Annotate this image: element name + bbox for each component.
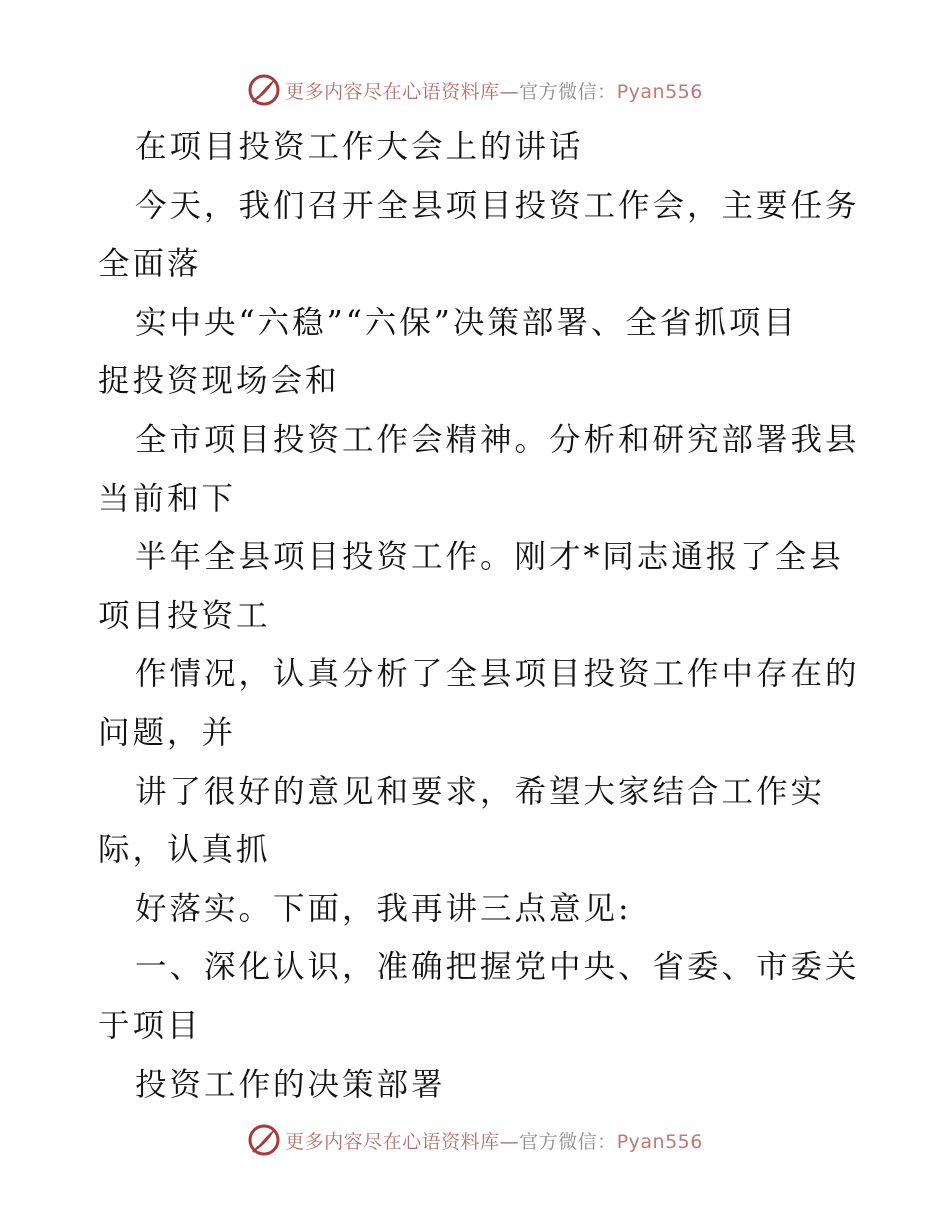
paragraph-line: 实中央“六稳”“六保”决策部署、全省抓项目 [135,304,798,341]
watermark-site-text: 更多内容尽在心语资料库 [285,1130,500,1153]
watermark-text [285,77,703,104]
paragraph-line: 全面落 [98,246,202,283]
footer-watermark [0,1120,950,1160]
paragraph-line: 项目投资工 [98,597,271,634]
paragraph-line: 投资工作的决策部署 [135,1066,446,1103]
watermark-wechat-label: 官方微信： [519,1130,617,1153]
watermark-wechat-id: Pyan556 [616,80,703,103]
paragraph-line: 捉投资现场会和 [98,363,340,400]
paragraph-line: 今天，我们召开全县项目投资工作会，主要任务 [135,187,860,224]
watermark-site-text: 更多内容尽在心语资料库 [285,80,500,103]
feather-logo-icon [247,73,281,107]
document-title: 在项目投资工作大会上的讲话 [135,129,584,165]
paragraph-line: 作情况，认真分析了全县项目投资工作中存在的 [135,656,860,693]
paragraph-line: 一、深化认识，准确把握党中央、省委、市委关 [135,949,860,986]
watermark-wechat-label: 官方微信： [519,80,617,103]
document-body [98,118,858,1114]
watermark-text [285,1127,703,1154]
paragraph-line: 半年全县项目投资工作。刚才*同志通报了全县 [135,539,844,576]
feather-logo-icon [247,1123,281,1157]
paragraph-line: 问题，并 [98,714,237,751]
paragraph-line: 于项目 [98,1007,202,1044]
watermark-separator: — [499,1130,520,1153]
paragraph-line: 当前和下 [98,480,237,517]
paragraph-line: 全市项目投资工作会精神。分析和研究部署我县 [135,421,860,458]
paragraph-line: 讲了很好的意见和要求，希望大家结合工作实 [135,773,826,810]
header-watermark [0,70,950,110]
watermark-separator: — [499,80,520,103]
paragraph-line: 际，认真抓 [98,832,271,869]
paragraph-line: 好落实。下面，我再讲三点意见: [135,890,632,927]
watermark-wechat-id: Pyan556 [616,1130,703,1153]
